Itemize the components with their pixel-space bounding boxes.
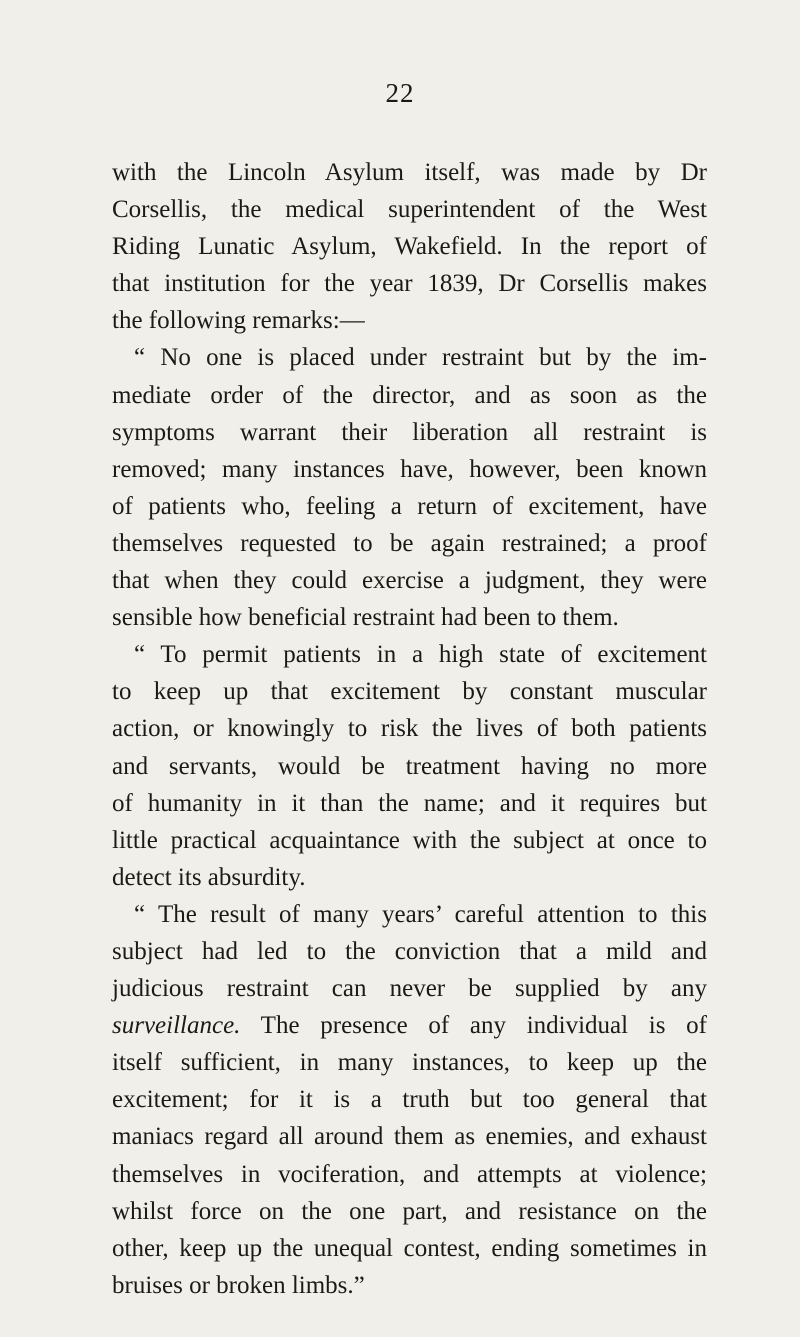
text-line: themselves requested to be again restrained; a proof: [112, 529, 707, 557]
text-line: that when they could exercise a judgment, they were: [112, 567, 707, 595]
text-line: sensible how beneficial restraint had been to them.: [112, 604, 619, 632]
text-line: “ No one is placed under restraint but by the im-: [134, 344, 707, 372]
text-line: “ To permit patients in a high state of excitement: [134, 641, 707, 669]
text-line: of humanity in it than the name; and it requires but: [112, 789, 707, 817]
text-line: itself sufficient, in many instances, to keep up the: [112, 1049, 707, 1077]
text-line: to keep up that excitement by constant muscular: [112, 678, 707, 706]
text-line: with the Lincoln Asylum itself, was made by Dr: [112, 159, 707, 186]
text-line: “ The result of many years’ careful attention to this: [134, 900, 707, 928]
text-line: detect its absurdity.: [112, 863, 306, 891]
text-line: symptoms warrant their liberation all restraint is: [112, 418, 707, 446]
text-line: [112, 1007, 707, 1044]
text-line: whilst force on the one part, and resistance on the: [112, 1197, 707, 1225]
text-line: excitement; for it is a truth but too general that: [112, 1086, 707, 1114]
text-line: Riding Lunatic Asylum, Wakefield. In the report of: [112, 233, 707, 261]
text-line: mediate order of the director, and as soon as the: [112, 381, 707, 409]
text-line: other, keep up the unequal contest, ending sometimes in: [112, 1234, 707, 1262]
page-number: 22: [385, 78, 415, 108]
italic-word: surveillance.: [112, 1012, 241, 1040]
text-line: removed; many instances have, however, been known: [112, 455, 707, 483]
text-line: the following remarks:—: [112, 307, 365, 335]
text-line: action, or knowingly to risk the lives of both patients: [112, 715, 707, 743]
body-text: [112, 154, 707, 1304]
text-line: themselves in vociferation, and attempts at violence;: [112, 1160, 707, 1188]
text-line: bruises or broken limbs.”: [112, 1271, 365, 1299]
text-fragment: The presence of any individual is of: [240, 1012, 707, 1040]
text-line: maniacs regard all around them as enemies, and exhaust: [112, 1123, 707, 1151]
text-line: and servants, would be treatment having no more: [112, 752, 707, 780]
text-line: subject had led to the conviction that a mild and: [112, 937, 707, 965]
text-line: of patients who, feeling a return of excitement, have: [112, 492, 707, 520]
text-line: little practical acquaintance with the subject at once to: [112, 826, 707, 854]
text-line: judicious restraint can never be supplied by any: [112, 975, 707, 1003]
text-line: Corsellis, the medical superintendent of the West: [112, 196, 707, 224]
text-line: that institution for the year 1839, Dr Corsellis makes: [112, 270, 707, 298]
